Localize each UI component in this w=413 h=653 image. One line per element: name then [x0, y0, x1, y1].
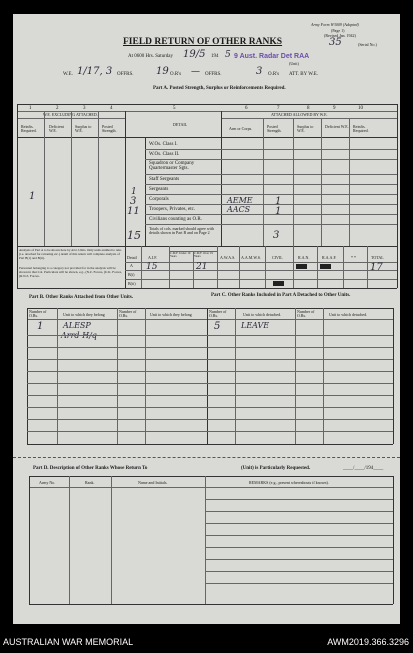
analysis-vline: [217, 246, 218, 288]
analysis-vline: [265, 246, 266, 288]
part-a-vline: [321, 118, 322, 246]
part-bc-vline: [235, 308, 236, 444]
ors-label: O.R's: [170, 72, 182, 77]
part-d-vline: [29, 476, 30, 604]
analysis-bottom-rule: [17, 288, 397, 289]
part-d-vline: [205, 476, 206, 604]
bc-row-rule: [27, 335, 393, 336]
date-handwritten: 19/5: [183, 49, 206, 60]
part-a-header-rule: [17, 137, 397, 138]
part-d-title: Part D. Description of Other Ranks Whose Return To: [33, 466, 148, 471]
d-row-rule: [205, 523, 393, 524]
analysis-header: C.M.F. Over 19 Years: [194, 251, 213, 258]
we-label: W.E.: [63, 72, 73, 77]
col-number: 3: [83, 106, 86, 111]
part-d-header: Name and Initials.: [138, 480, 168, 485]
detail-row: Sergeants: [149, 187, 169, 192]
header-arm-corps: Arm or Corps.: [229, 126, 253, 131]
part-a-vline: [71, 111, 72, 246]
we-excluding-header: W.E. EXCLUDING ATTACHED.: [43, 112, 98, 117]
part-d-header-rule: [29, 487, 393, 488]
form-title: FIELD RETURN OF OTHER RANKS: [123, 37, 283, 47]
d-row-rule: [205, 535, 393, 536]
part-a-bottom-rule: [17, 246, 397, 247]
we-ors-handwritten: 19: [156, 66, 169, 77]
part-d-header: Army No.: [39, 480, 56, 485]
analysis-row-label: A: [130, 263, 133, 268]
part-bc-vline: [27, 308, 28, 444]
part-a-vline: [349, 118, 350, 246]
part-bc-bottom-rule: [27, 444, 393, 445]
hw-cell: 1: [29, 191, 36, 202]
part-b-header: Unit to which they belong: [150, 312, 192, 317]
detail-row: Civilians counting as O.R.: [149, 217, 202, 222]
analysis-vline: [367, 246, 368, 288]
analysis-vline: [141, 246, 142, 288]
col-number: 7: [277, 106, 280, 111]
ors2-label: O.R's: [268, 72, 280, 77]
bc-row-rule: [27, 359, 393, 360]
part-d-bottom-rule: [29, 604, 393, 605]
year-prefix: 194: [211, 54, 219, 59]
part-c-header: Number of O.Rs.: [297, 309, 315, 318]
offrs-label: OFFRS.: [117, 72, 134, 77]
detail-row: Troopers, Privates, etc.: [149, 207, 196, 212]
hw-part-b-unit: ALESP: [63, 321, 91, 330]
analysis-row-label: B(ii): [128, 281, 136, 286]
analysis-vline: [343, 246, 344, 288]
analysis-row-rule: [125, 279, 397, 280]
col-number: 10: [358, 106, 363, 111]
header-deficient-we: Deficient W.E.: [49, 124, 64, 133]
col-number: 9: [333, 106, 336, 111]
bc-row-rule: [27, 395, 393, 396]
header-surplus-we: Surplus to W.E.: [75, 124, 92, 133]
analysis-header: CIVIL: [272, 255, 283, 260]
detail-row: Squadron or Company Quartermaster Sgts.: [149, 161, 195, 171]
part-bc-vline: [207, 308, 208, 444]
detail-row: W.Os. Class I.: [149, 142, 178, 147]
detail-header: DETAIL: [173, 122, 188, 127]
part-c-header: Unit to which detached.: [329, 312, 368, 317]
bc-row-rule: [27, 407, 393, 408]
part-a-vline: [293, 118, 294, 246]
part-b-header: Number of O.Rs.: [119, 309, 137, 318]
part-bc-vline: [295, 308, 296, 444]
part-c-header: Unit to which detached.: [243, 312, 282, 317]
row-rule: [145, 159, 397, 160]
header-reinfts-required: Reinfts. Required.: [21, 124, 37, 133]
offrs-handwritten: —: [191, 67, 200, 77]
part-d-vline: [393, 476, 394, 604]
analysis-header: A.A.M.W.S.: [241, 255, 261, 260]
part-bc-vline: [323, 308, 324, 444]
hw-cell: 1: [275, 196, 282, 207]
hw-part-b-count: 1: [37, 321, 44, 332]
row-rule: [145, 174, 397, 175]
part-bc-vline: [145, 308, 146, 444]
revised-note: (Revised Jan. 1942): [324, 33, 356, 38]
at-line: At 0600 Hrs. Saturday: [128, 54, 173, 59]
part-d-vline: [69, 476, 70, 604]
fold-line: [13, 457, 400, 458]
part-a-vline: [221, 111, 222, 246]
d-row-rule: [205, 511, 393, 512]
analysis-vline: [317, 246, 318, 288]
part-d-header: Rank.: [85, 480, 95, 485]
footer-accession: AWM2019.366.3296: [327, 637, 409, 647]
blacked-cell: [296, 264, 307, 269]
bc-row-rule: [27, 383, 393, 384]
hw-part-c-unit: LEAVE: [241, 321, 270, 330]
bc-row-rule: [27, 347, 393, 348]
hw-part-c-count: 5: [214, 321, 221, 332]
hw-analysis: 17: [370, 262, 383, 273]
hw-analysis: 15: [146, 262, 158, 272]
part-b-title: Part B. Other Ranks Attached from Other Units.: [29, 295, 134, 300]
attached-allowed-header: ATTACHED ALLOWED BY W.E.: [271, 112, 328, 117]
row-rule: [145, 224, 397, 225]
header-surplus-we-att: Surplus to W.E.: [297, 124, 314, 133]
part-d-title-2: (Unit) is Particularly Requested.: [241, 466, 311, 471]
part-d-header: REMARKS (e.g., present whereabouts if known).: [249, 480, 329, 485]
hw-analysis: 21: [196, 262, 208, 272]
analysis-header: A.I.F.: [148, 255, 158, 260]
detail-row: Staff Sergeants: [149, 177, 180, 182]
part-a-group-rule-right: [221, 118, 397, 119]
part-c-title: Part C. Other Ranks Included in Part A Detached to Other Units.: [211, 293, 351, 298]
hw-arm-corps: AEME: [227, 196, 253, 205]
part-d-date: ____/____/194____: [343, 466, 384, 471]
army-form-number: Army Form W3009 (Adapted): [311, 22, 359, 27]
analysis-vline: [239, 246, 240, 288]
part-a-vline: [17, 104, 18, 288]
year-handwritten: 5: [225, 50, 231, 60]
offrs2-label: OFFRS.: [205, 72, 222, 77]
detail-row: Totals of cols. marked should agree with details shown in Part B and on Page 2: [149, 226, 214, 235]
part-a-vline: [98, 111, 99, 246]
analysis-header: R.A.N.: [298, 255, 310, 260]
att-ors-handwritten: 3: [256, 66, 263, 77]
blacked-cell: [320, 264, 331, 269]
analysis-header: TOTAL: [371, 255, 384, 260]
analysis-vline: [125, 246, 126, 288]
part-bc-vline: [393, 308, 394, 444]
part-a-top-rule: [17, 104, 397, 105]
part-bc-vline: [57, 308, 58, 444]
part-c-header: Number of O.Rs.: [209, 309, 227, 318]
part-a-vline: [263, 118, 264, 246]
row-rule: [145, 194, 397, 195]
col-number: 6: [245, 106, 248, 111]
d-row-rule: [205, 571, 393, 572]
hw-arm-corps: AACS: [227, 205, 251, 214]
hw-cell: 15: [127, 229, 141, 242]
d-row-rule: [205, 499, 393, 500]
analysis-row-label: B(i): [128, 272, 135, 277]
header-posted-strength: Posted Strength.: [102, 124, 117, 133]
we-offrs-handwritten: 1/17, 3: [77, 66, 113, 77]
part-bc-vline: [117, 308, 118, 444]
col-number: 4: [110, 106, 113, 111]
analysis-header: A.W.A.S.: [220, 255, 236, 260]
analysis-header: C.M.F. Under 19 Years: [170, 251, 191, 258]
hw-cell: 11: [127, 206, 140, 217]
detail-row: W.Os. Class II.: [149, 152, 180, 157]
part-a-title: Part A. Posted Strength, Surplus or Reinforcements Required.: [153, 86, 286, 91]
att-label: ATT. BY W.E.: [289, 72, 319, 77]
row-rule: [145, 214, 397, 215]
footer-credit: AUSTRALIAN WAR MEMORIAL: [3, 637, 134, 647]
row-rule: [145, 184, 397, 185]
form-sheet: [13, 14, 400, 624]
serial-handwritten: 35: [329, 37, 342, 48]
part-bc-header-rule: [27, 319, 393, 320]
header-posted-strength-att: Posted Strength.: [267, 124, 282, 133]
hw-cell: 3: [273, 230, 280, 241]
d-row-rule: [205, 583, 393, 584]
col-number: 2: [56, 106, 59, 111]
analysis-vline: [293, 246, 294, 288]
part-b-header: Number of O.Rs.: [29, 309, 47, 318]
bc-row-rule: [27, 419, 393, 420]
blacked-cell: [273, 281, 284, 286]
analysis-header: * *: [351, 255, 356, 260]
row-rule: [145, 204, 397, 205]
detail-row: Corporals: [149, 197, 169, 202]
part-a-vline: [145, 137, 146, 246]
analysis-header: R.A.A.F.: [322, 255, 337, 260]
part-b-header: Unit to which they belong: [63, 312, 105, 317]
hw-cell: 3: [130, 196, 137, 207]
unit-stamp: 9 Aust. Radar Det RAA: [234, 53, 310, 60]
d-row-rule: [205, 547, 393, 548]
hw-part-b-unit-2: Arrd H/q: [61, 331, 97, 340]
analysis-row-rule: [125, 270, 397, 271]
row-rule: [145, 149, 397, 150]
bc-row-rule: [27, 371, 393, 372]
part-d-top-rule: [29, 476, 393, 477]
part-a-vline: [44, 111, 45, 246]
header-deficient-we-att: Deficient W.E.: [325, 124, 349, 129]
header-reinfts-att: Reinfts. Required.: [353, 124, 369, 133]
analysis-header-rule: [125, 262, 397, 263]
serial-label: (Serial No.): [358, 42, 377, 47]
hw-cell: 1: [275, 206, 282, 217]
part-d-vline: [111, 476, 112, 604]
col-number: 8: [307, 106, 310, 111]
unit-label: (Unit): [289, 61, 299, 66]
col-number: 1: [29, 106, 32, 111]
col-number: 5: [173, 106, 176, 111]
part-a-vline: [125, 111, 126, 246]
d-row-rule: [205, 559, 393, 560]
analysis-header: Detail: [127, 255, 137, 260]
hw-cell: 1: [131, 187, 137, 197]
analysis-note-2: Personnel belonging to a category not provided for in the analysis will be shown in that Col. Particulars will be shown, e.g., (N.Z. Forces, (U.K. Forces, (R.N.Z. Forces.: [19, 266, 122, 278]
bc-row-rule: [27, 431, 393, 432]
part-a-vline: [397, 104, 398, 288]
analysis-note: Analysis of Part A to be shown here by ALL Units. Only units entitled to rein. (i.e. attached for rationing etc.) detail of this return will complete analysis of Part B(1) and B(ii).: [19, 248, 122, 260]
page-note: (Page 1): [331, 28, 345, 33]
